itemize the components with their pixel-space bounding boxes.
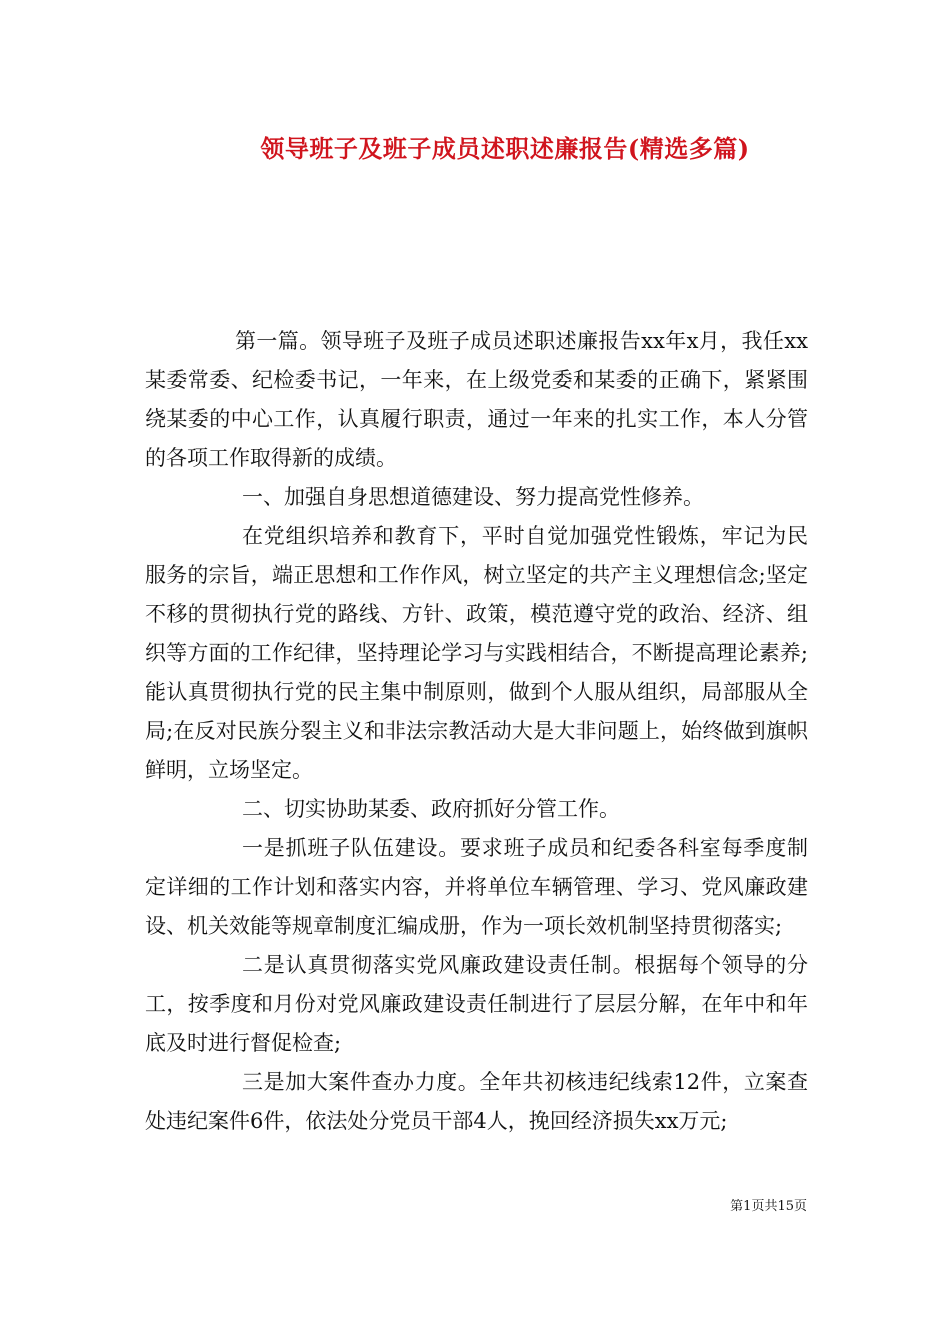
document-body [145,322,808,1141]
page-number: 第1页共15页 [730,1199,807,1214]
document-title: 领导班子及班子成员述职述廉报告(精选多篇) [260,134,750,163]
paragraph-intro: 第一篇。领导班子及班子成员述职述廉报告xx年x月，我任xx某委常委、纪检委书记，一年来，在上级党委和某委的正确下，紧紧围绕某委的中心工作，认真履行职责，通过一年来的扎实工作，本人分管的各项工作取得新的成绩。 [145,329,808,470]
paragraph-team-building: 一是抓班子队伍建设。要求班子成员和纪委各科室每季度制定详细的工作计划和落实内容，并将单位车辆管理、学习、党风廉政建设、机关效能等规章制度汇编成册，作为一项长效机制坚持贯彻落实; [145,836,808,938]
paragraph-party-spirit: 在党组织培养和教育下，平时自觉加强党性锻炼，牢记为民服务的宗旨，端正思想和工作作风，树立坚定的共产主义理想信念;坚定不移的贯彻执行党的路线、方针、政策，模范遵守党的政治、经济、组织等方面的工作纪律，坚持理论学习与实践相结合，不断提高理论素养;能认真贯彻执行党的民主集中制原则，做到个人服从组织，局部服从全局;在反对民族分裂主义和非法宗教活动大是大非问题上，始终做到旗帜鲜明，立场坚定。 [145,524,808,782]
paragraph-case-investigation: 三是加大案件查办力度。全年共初核违纪线索12件，立案查处违纪案件6件，依法处分党员干部4人，挽回经济损失xx万元; [145,1070,808,1133]
section-heading-1: 一、加强自身思想道德建设、努力提高党性修养。 [242,485,704,509]
section-heading-2: 二、切实协助某委、政府抓好分管工作。 [242,797,620,821]
paragraph-responsibility-system: 二是认真贯彻落实党风廉政建设责任制。根据每个领导的分工，按季度和月份对党风廉政建设责任制进行了层层分解，在年中和年底及时进行督促检查; [145,953,808,1055]
